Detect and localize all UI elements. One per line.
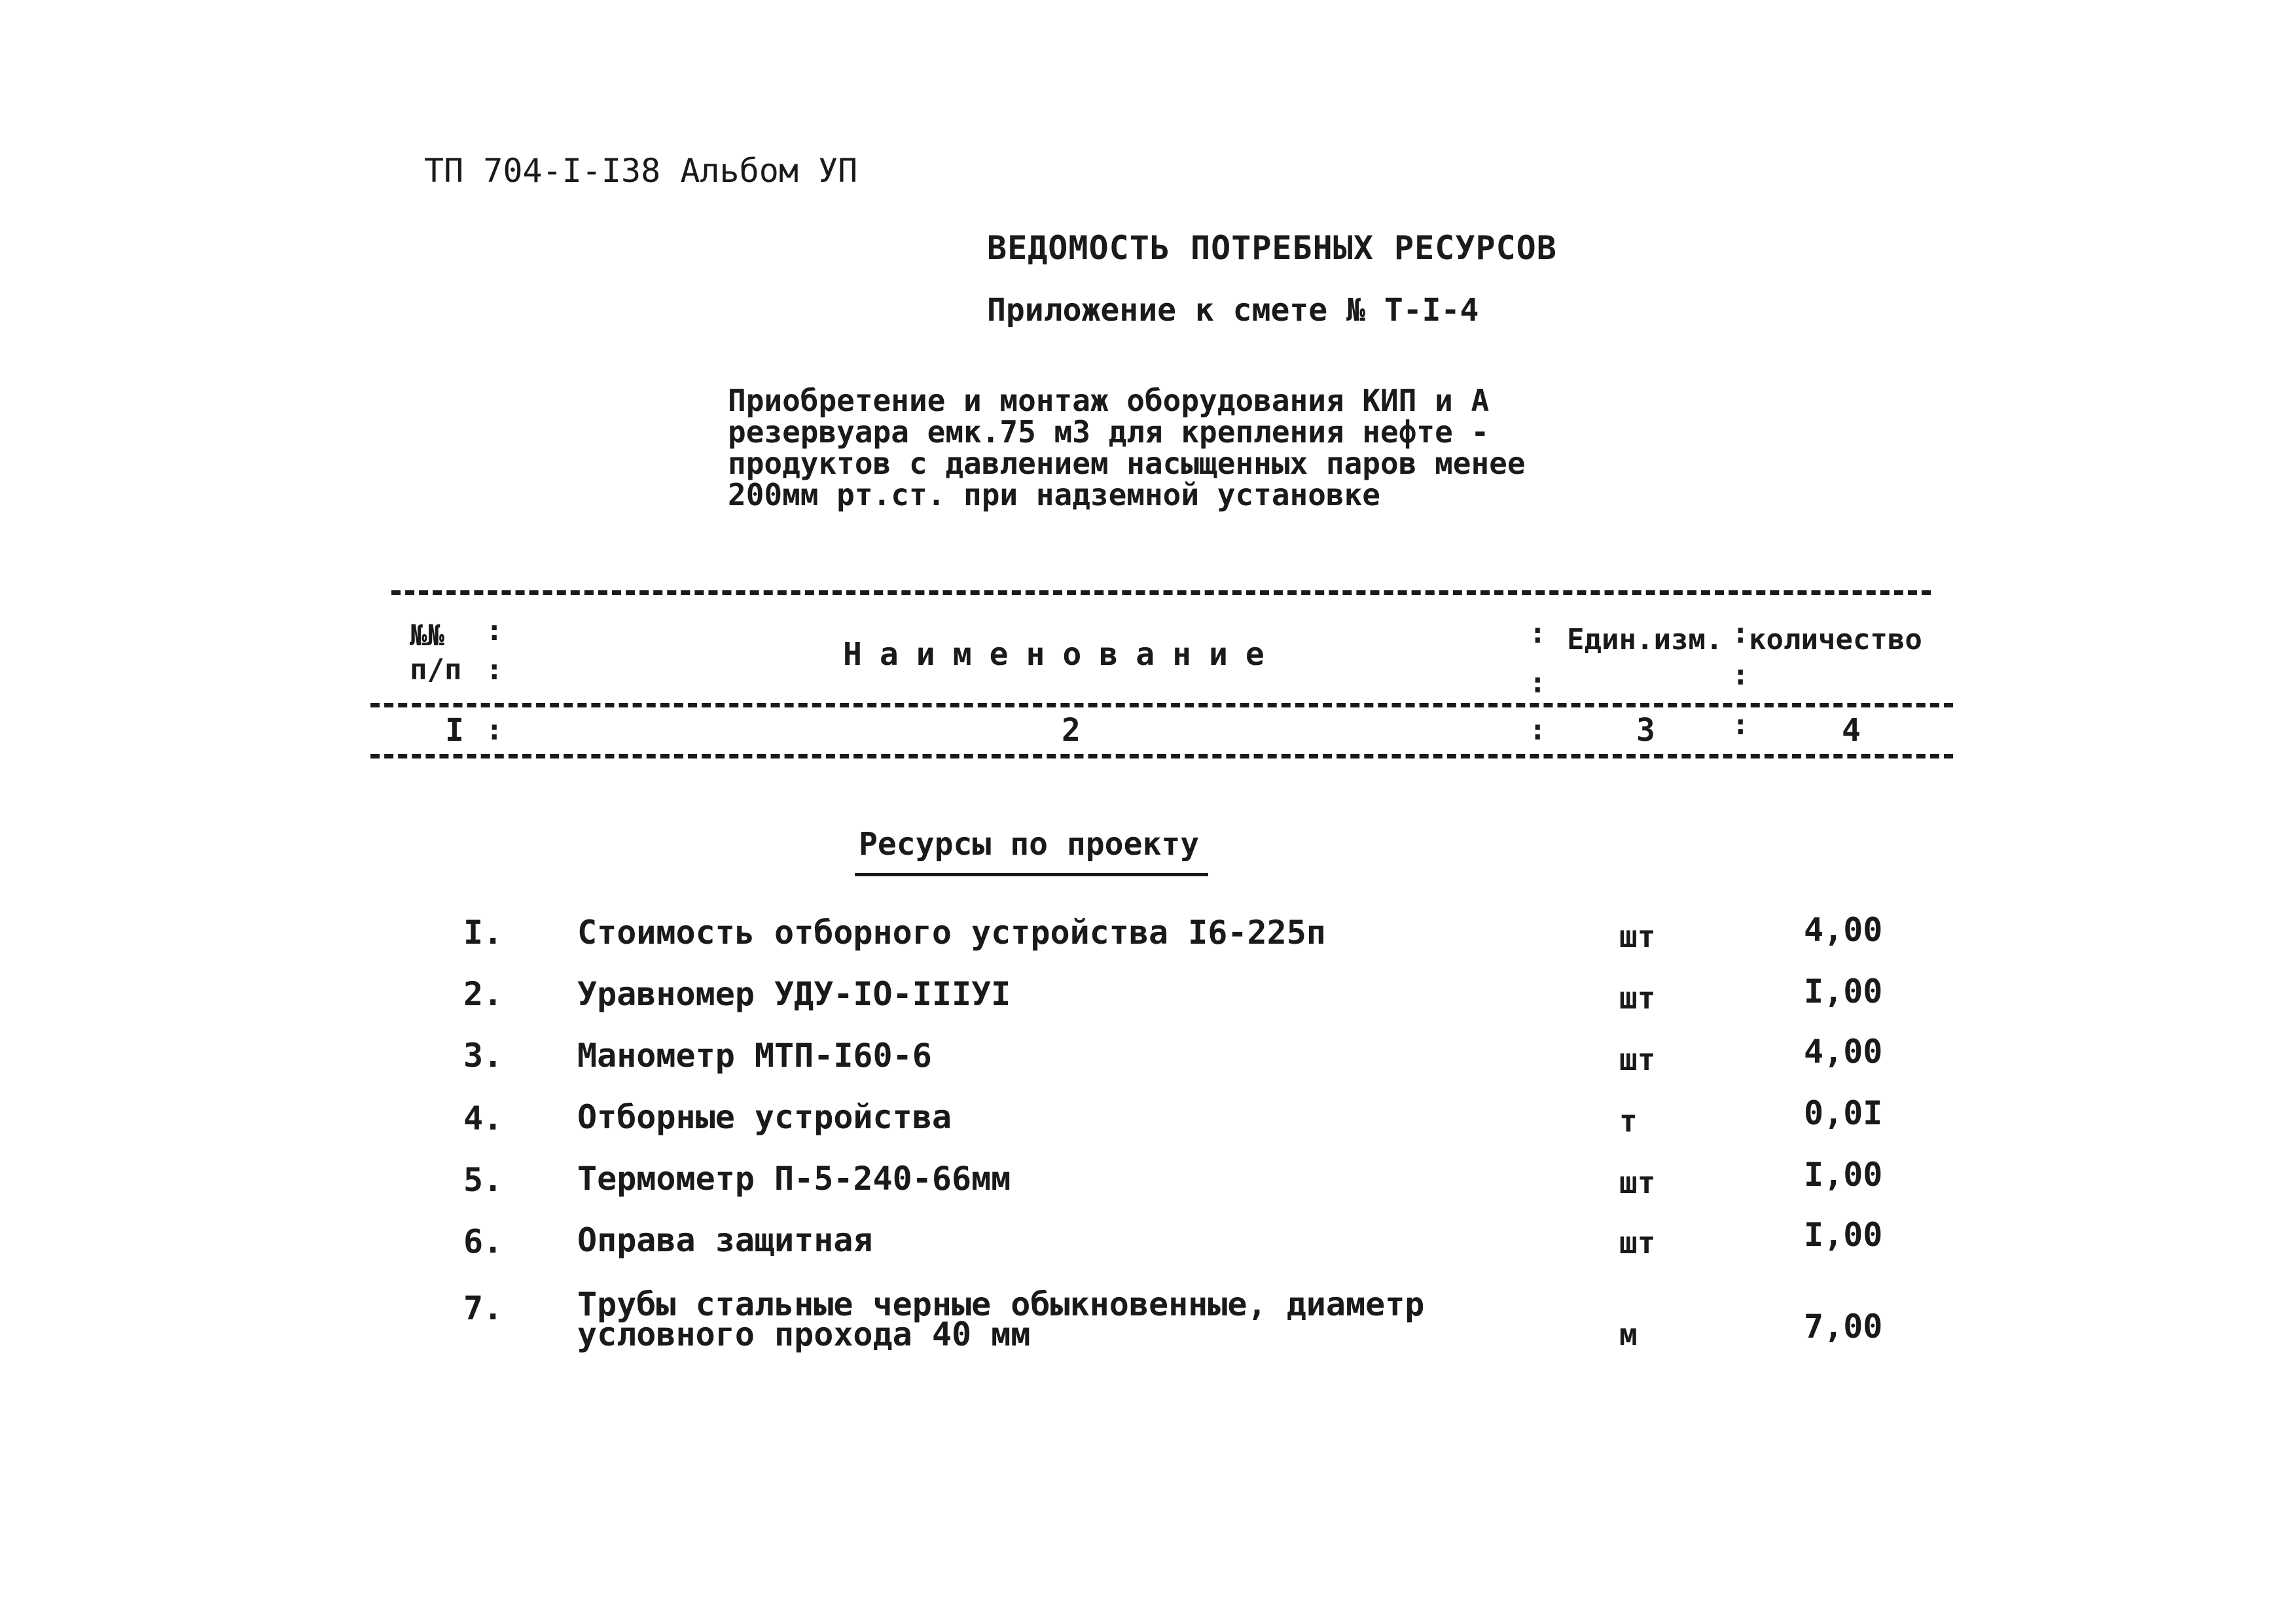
- row-name: [577, 1285, 1425, 1353]
- row-unit: шт: [1619, 1165, 1656, 1200]
- row-name: Отборные устройства: [577, 1098, 952, 1136]
- row-name-line: условного прохода 40 мм: [577, 1315, 1031, 1353]
- document-title: ВЕДОМОСТЬ ПОТРЕБНЫХ РЕСУРСОВ: [987, 229, 1557, 267]
- row-number-label-2: п/п: [410, 653, 462, 687]
- column-separator: :: [1529, 713, 1547, 747]
- column-index-4: 4: [1842, 712, 1861, 749]
- row-number: 4.: [463, 1099, 503, 1137]
- row-number: 3.: [463, 1037, 503, 1075]
- document-reference: ТП 704-I-I38 Альбом УП: [424, 152, 858, 190]
- row-number: 6.: [463, 1222, 503, 1260]
- row-unit: шт: [1619, 1042, 1656, 1077]
- column-separator: :: [486, 653, 503, 687]
- row-unit: шт: [1619, 919, 1656, 954]
- column-separator: :: [1529, 616, 1547, 650]
- description-line: 200мм рт.ст. при надземной установке: [728, 477, 1380, 512]
- section-title-underline: [855, 873, 1208, 876]
- description-line: резервуара емк.75 м3 для крепления нефте -: [728, 414, 1490, 450]
- row-name: Стоимость отборного устройства I6-225п: [577, 914, 1326, 952]
- quantity-column-header: количество: [1749, 623, 1922, 656]
- header-middle-rule: [370, 703, 1953, 707]
- column-separator: :: [486, 614, 503, 647]
- row-unit: м: [1619, 1317, 1638, 1352]
- column-separator: :: [1732, 708, 1749, 741]
- row-unit: т: [1619, 1103, 1638, 1139]
- row-number-label-1: №№: [410, 619, 444, 652]
- row-unit: шт: [1619, 1225, 1656, 1260]
- row-number: 5.: [463, 1161, 503, 1199]
- row-number-column-header: [410, 619, 461, 687]
- estimate-appendix: Приложение к смете № Т-I-4: [987, 292, 1479, 329]
- row-name-line: Трубы стальные черные обыкновенные, диаметр: [577, 1285, 1425, 1323]
- row-name: Уравномер УДУ-IО-IIIУI: [577, 975, 1011, 1013]
- row-unit: шт: [1619, 980, 1656, 1016]
- row-quantity: I,00: [1804, 1216, 1883, 1254]
- name-column-header: Наименование: [843, 636, 1282, 673]
- column-separator: :: [1529, 666, 1547, 700]
- header-top-rule: [391, 590, 1931, 595]
- unit-column-header: Един.изм.: [1567, 623, 1723, 656]
- row-quantity: 7,00: [1804, 1308, 1883, 1346]
- column-separator: :: [486, 713, 503, 747]
- row-quantity: 0,0I: [1804, 1094, 1883, 1132]
- project-description: [728, 385, 1526, 510]
- column-index-2: 2: [1062, 712, 1081, 749]
- header-bottom-rule: [370, 754, 1953, 758]
- description-line: продуктов с давлением насыщенных паров менее: [728, 446, 1526, 481]
- row-number: 2.: [463, 975, 503, 1013]
- column-separator: :: [1732, 658, 1749, 692]
- row-quantity: I,00: [1804, 1156, 1883, 1194]
- row-name: Оправа защитная: [577, 1221, 873, 1259]
- description-line: Приобретение и монтаж оборудования КИП и А: [728, 383, 1490, 418]
- row-quantity: I,00: [1804, 972, 1883, 1010]
- section-title: Ресурсы по проекту: [859, 826, 1200, 863]
- row-name: Термометр П-5-240-66мм: [577, 1160, 1011, 1198]
- row-number: I.: [463, 914, 503, 952]
- column-index-3: 3: [1636, 712, 1655, 749]
- row-name: Манометр МТП-I60-6: [577, 1037, 932, 1075]
- column-index-1: I: [445, 712, 464, 749]
- row-number: 7.: [463, 1289, 503, 1327]
- column-separator: :: [1732, 616, 1749, 650]
- row-quantity: 4,00: [1804, 911, 1883, 949]
- row-quantity: 4,00: [1804, 1033, 1883, 1071]
